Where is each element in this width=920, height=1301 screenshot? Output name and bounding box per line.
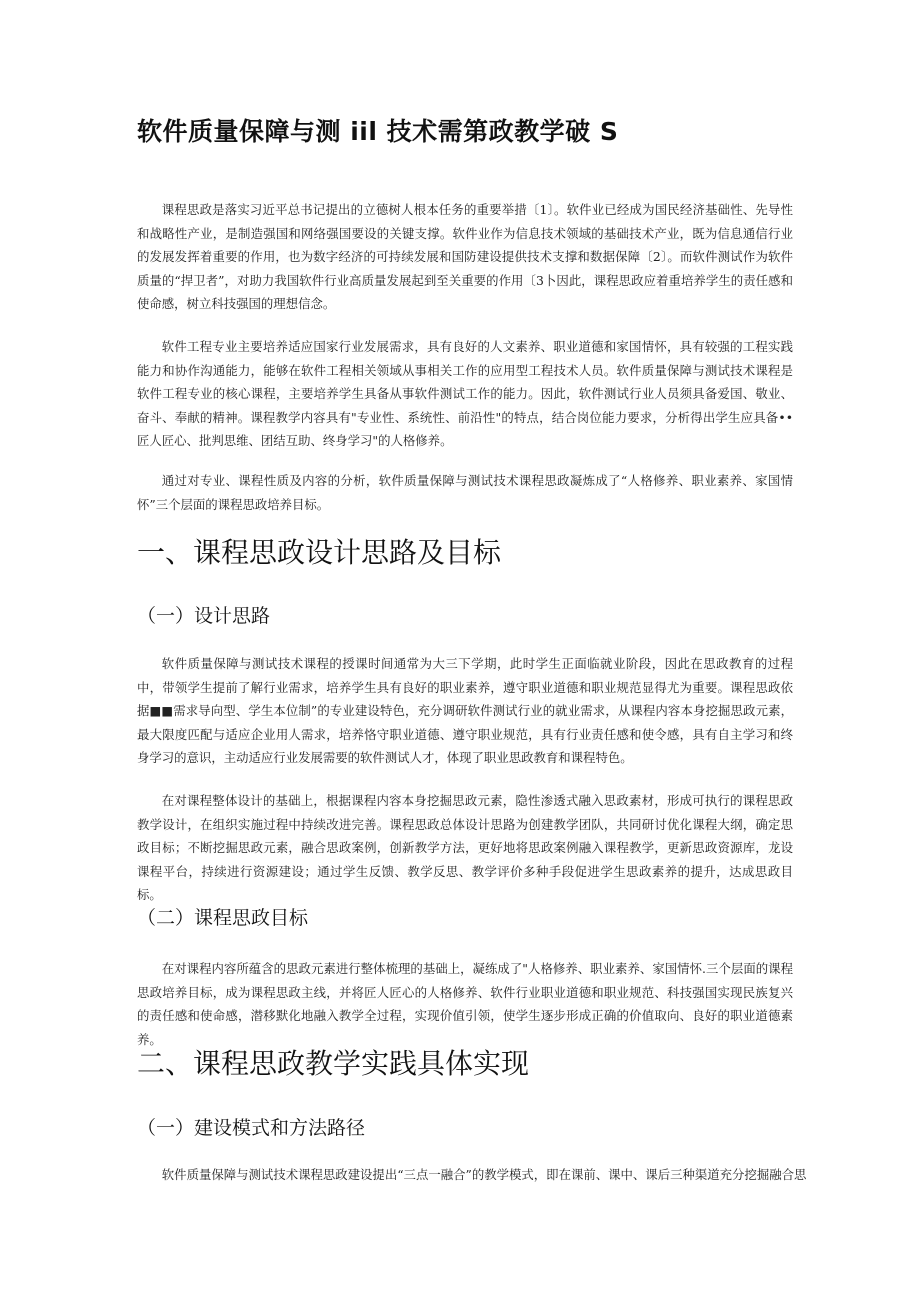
section-1-2-paragraph-1: 在对课程内容所蕴含的思政元素进行整体梳理的基础上，凝练成了"人格修养、职业素养、家国情怀.三个层面的课程思政培养目标，成为课程思政主线，并将匠人匠心的人格修养、软件行业职业道德和职业规范、科技强国实现民族复兴的责任感和使命感，潜移默化地融入教学全过程，实现价值引领，使学生逐步形成正确的价值取向、良好的职业道德素养。 [137,961,793,1047]
document-title: 软件质量保障与测 iil 技术需第政教学破 S [137,117,619,146]
intro-paragraph-1: 课程思政是落实习近平总书记提出的立德树人根本任务的重要举措〔1〕。软件业已经成为国民经济基础性、先导性和战略性产业，是制造强国和网络强国要设的关键支撑。软件业作为信息技术领域的基础技术产业，既为信息通信行业的发展发挥着重要的作用，也为数字经济的可持续发展和国防建设提供技术支撑和数据保障〔2〕。而软件测试作为软件质量的“捍卫者”，对助力我国软件行业高质量发展起到至关重要的作用〔3卜因此，课程思政应着重培养学生的责任感和使命感，树立科技强国的理想信念。 [137,202,793,312]
section-1-1-paragraph-2: 在对课程整体设计的基础上，根据课程内容本身挖掘思政元素，隐性渗透式融入思政素材，形成可执行的课程思政教学设计，在组织实施过程中持续改进完善。课程思政总体设计思路为创建教学团队，共同研讨优化课程大纲，确定思政目标；不断挖掘思政元素，融合思政案例，创新教学方法，更好地将思政案例融入课程教学，更新思政资源库，龙设课程平台，持续进行资源建设；通过学生反馈、教学反思、教学评价多种手段促进学生思政素养的提升，达成思政目标。 [137,793,793,903]
section-2-1-paragraph-1: 软件质量保障与测试技术课程思政建设提出“三点一融合”的教学模式，即在课前、课中、课后三种渠道充分挖掘融合思 [161,1167,807,1182]
section-1-1-heading: （一）设计思路 [137,605,271,627]
section-2-1-heading: （一）建设模式和方法路径 [137,1117,366,1139]
section-1-2-heading: （二）课程思政目标 [137,907,309,929]
intro-paragraph-2: 软件工程专业主要培养适应国家行业发展需求，具有良好的人文素养、职业道德和家国情怀，具有较强的工程实践能力和协作沟通能力，能够在软件工程相关领域从事相关工作的应用型工程技术人员。软件质量保障与测试技术课程是软件工程专业的核心课程，主要培养学生具备从事软件测试工作的能力。因此，软件测试行业人员须具备爱国、敬业、奋斗、奉献的精神。课程教学内容具有"专业性、系统性、前沿性"的特点，结合岗位能力要求，分析得出学生应具备••匠人匠心、批判思维、团结互助、终身学习"的人格修养。 [137,339,793,449]
intro-paragraph-3: 通过对专业、课程性质及内容的分析，软件质量保障与测试技术课程思政凝炼成了“人格修养、职业素养、家国情怀”三个层面的课程思政培养目标。 [137,473,793,512]
section-1-heading: 一、课程思政设计思路及目标 [137,536,502,569]
section-1-1-paragraph-1: 软件质量保障与测试技术课程的授课时间通常为大三下学期，此时学生正面临就业阶段，因此在思政教育的过程中，带领学生提前了解行业需求，培养学生具有良好的职业素养，遵守职业道德和职业规范显得尤为重要。课程思政依据■■需求导向型、学生本位制”的专业建设特色，充分调研软件测试行业的就业需求，从课程内容本身挖掘思政元素，最大限度匹配与适应企业用人需求，培养恪守职业道德、遵守职业规范，具有行业责任感和使令感，具有自主学习和终身学习的意识，主动适应行业发展需要的软件测试人才，体现了职业思政教育和课程特色。 [137,656,793,766]
section-2-heading: 二、课程思政教学实践具体实现 [137,1047,530,1080]
